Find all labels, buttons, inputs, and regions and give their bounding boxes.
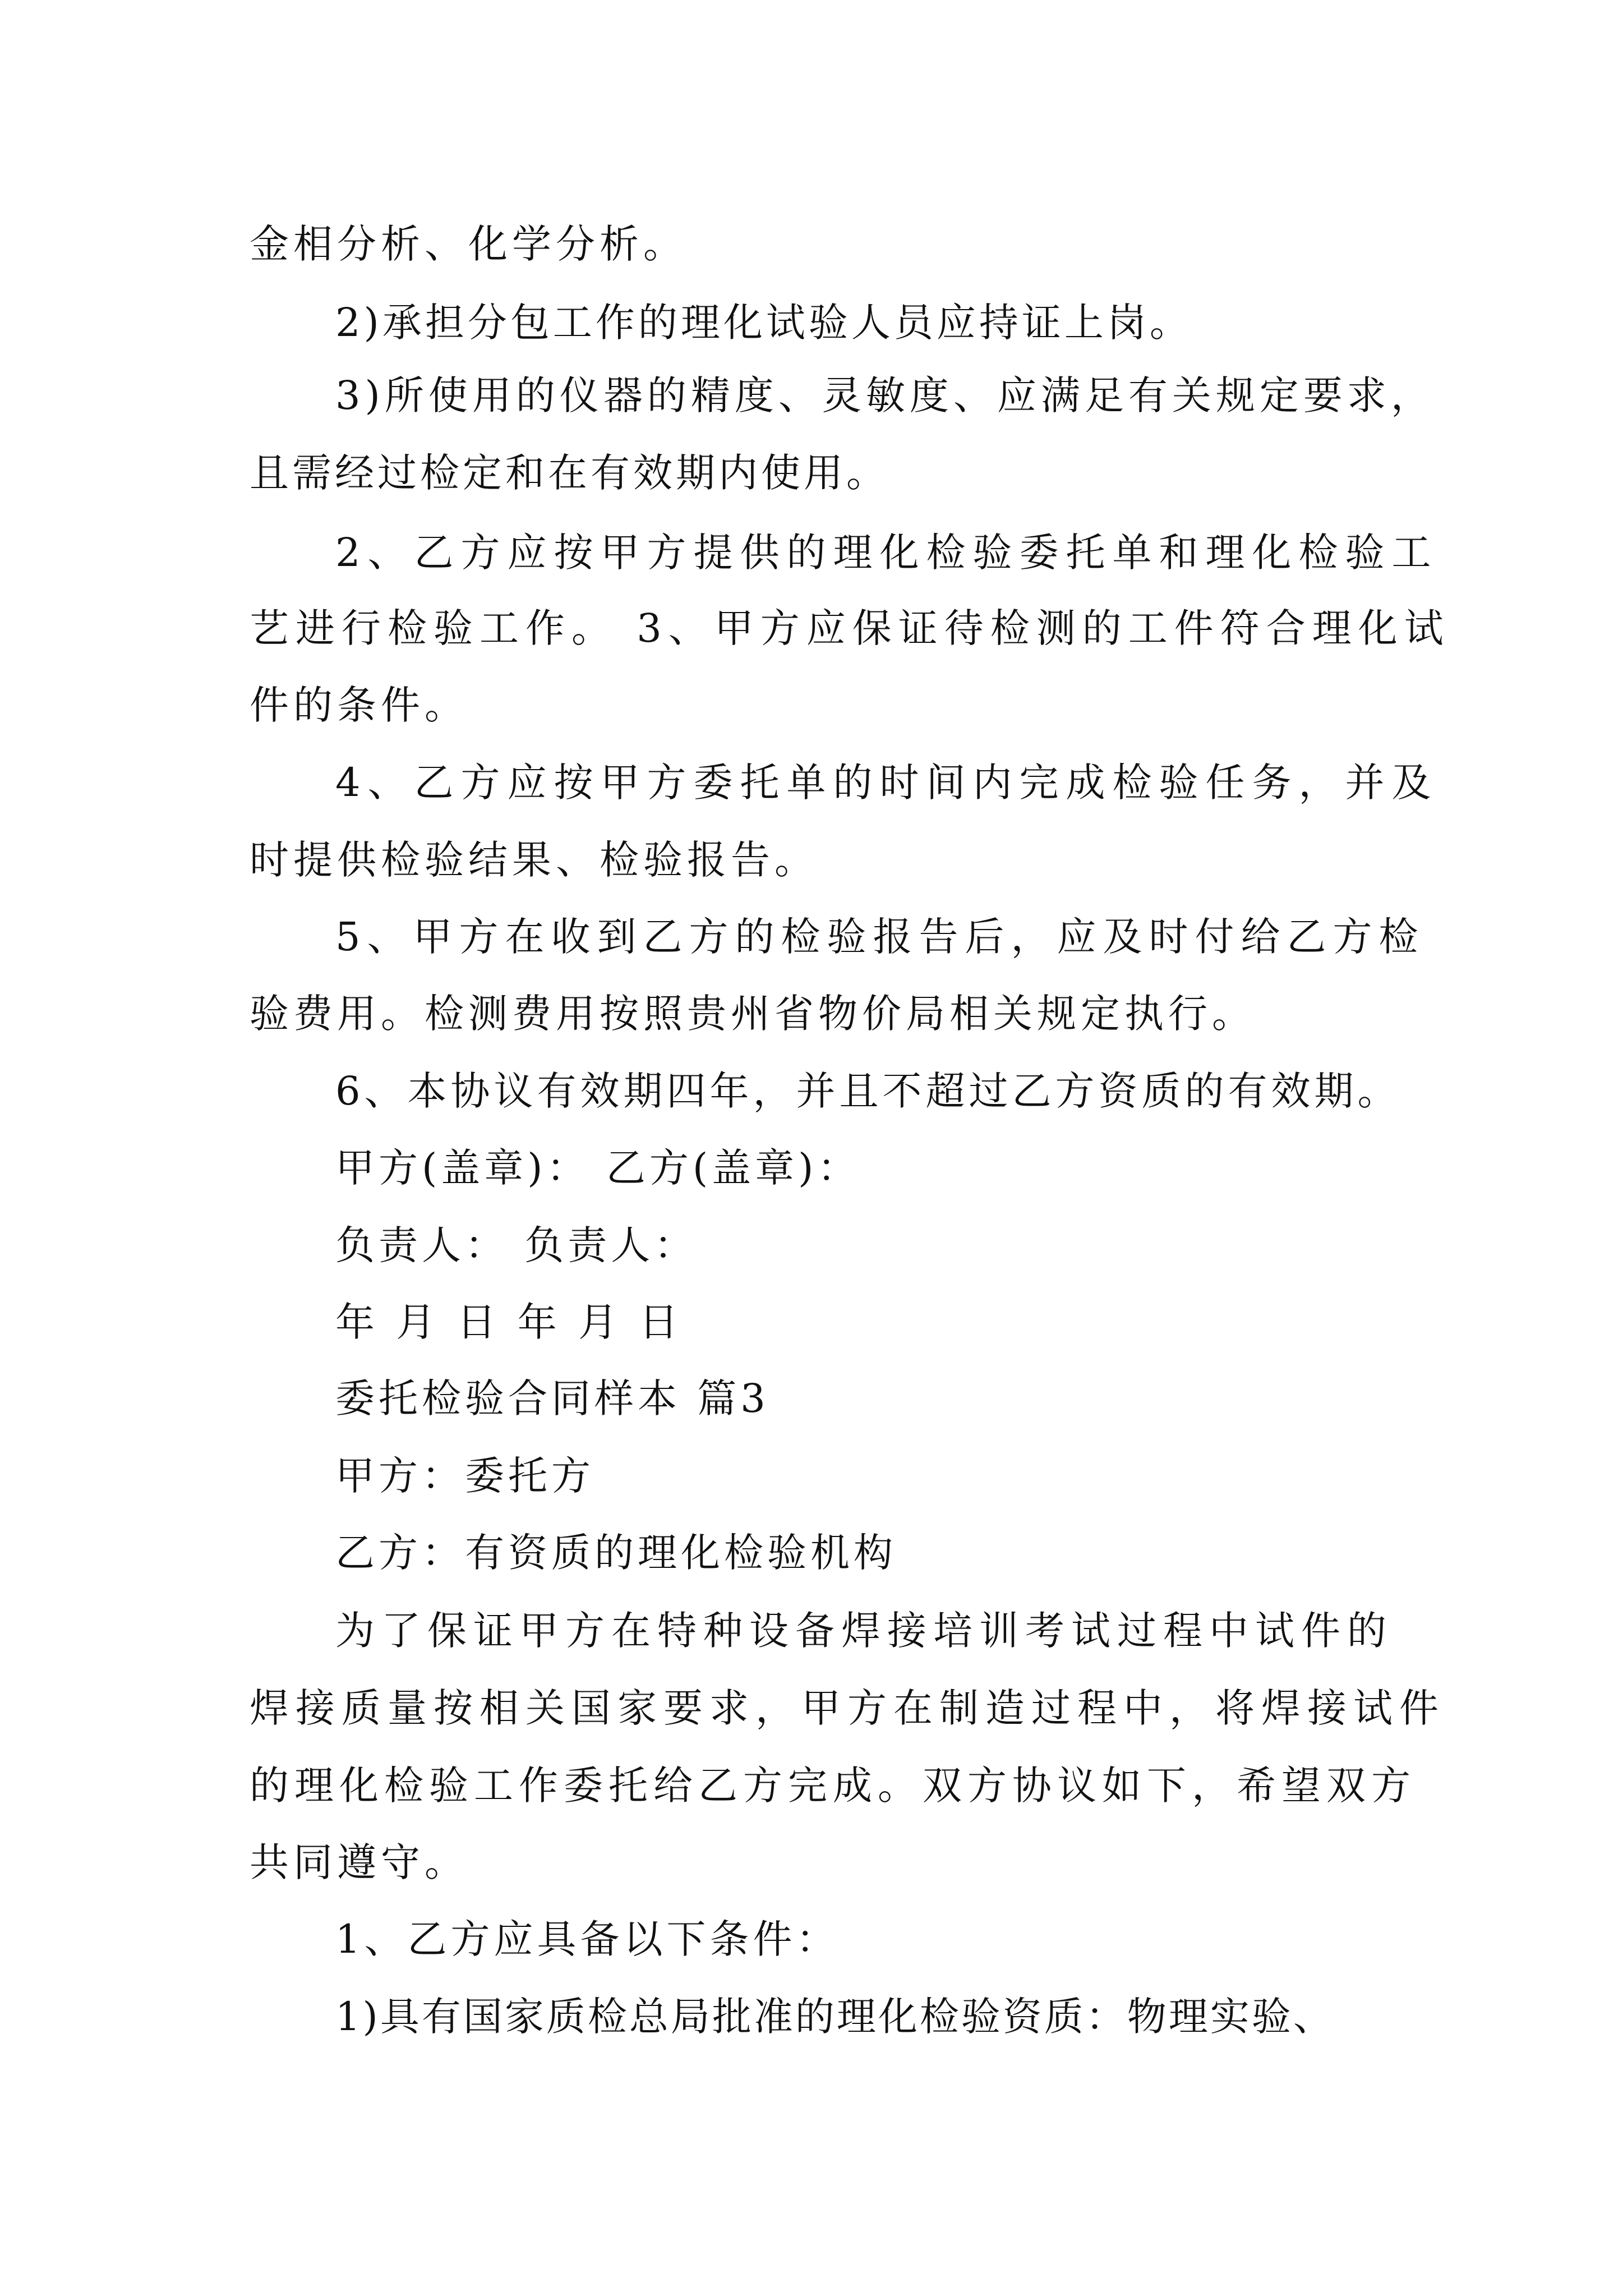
text-line: 4、乙方应按甲方委托单的时间内完成检验任务，并及 xyxy=(335,760,1438,806)
text-line: 1、乙方应具备以下条件： xyxy=(335,1916,840,1962)
text-line: 6、本协议有效期四年，并且不超过乙方资质的有效期。 xyxy=(335,1068,1401,1114)
text-line: 验费用。检测费用按照贵州省物价局相关规定执行。 xyxy=(250,991,1256,1037)
text-line: 艺进行检验工作。 3、甲方应保证待检测的工件符合理化试 xyxy=(250,605,1450,651)
text-line: 金相分析、化学分析。 xyxy=(250,221,687,267)
party-b-line: 乙方：有资质的理化检验机构 xyxy=(335,1530,897,1576)
signature-line-person: 负责人： 负责人： xyxy=(335,1222,698,1268)
party-a-line: 甲方：委托方 xyxy=(335,1453,594,1499)
text-line: 焊接质量按相关国家要求，甲方在制造过程中，将焊接试件 xyxy=(250,1685,1445,1731)
text-line: 3)所使用的仪器的精度、灵敏度、应满足有关规定要求， xyxy=(335,372,1435,418)
text-line: 2、乙方应按甲方提供的理化检验委托单和理化检验工 xyxy=(335,530,1438,576)
text-line: 5、甲方在收到乙方的检验报告后，应及时付给乙方检 xyxy=(335,914,1425,960)
text-line: 时提供检验结果、检验报告。 xyxy=(250,837,818,883)
text-line: 共同遵守。 xyxy=(250,1839,468,1885)
section-heading: 委托检验合同样本 篇3 xyxy=(335,1375,769,1421)
signature-line-seal: 甲方(盖章)： 乙方(盖章)： xyxy=(335,1145,861,1191)
text-line: 的理化检验工作委托给乙方完成。双方协议如下，希望双方 xyxy=(250,1763,1416,1809)
text-line: 1)具有国家质检总局批准的理化检验资质：物理实验、 xyxy=(335,1994,1335,2040)
text-line: 且需经过检定和在有效期内使用。 xyxy=(250,450,889,496)
text-line: 件的条件。 xyxy=(250,682,468,728)
text-line: 2)承担分包工作的理化试验人员应持证上岗。 xyxy=(335,300,1192,346)
signature-line-date: 年 月 日 年 月 日 xyxy=(335,1299,683,1345)
text-line: 为了保证甲方在特种设备焊接培训考试过程中试件的 xyxy=(335,1608,1393,1654)
